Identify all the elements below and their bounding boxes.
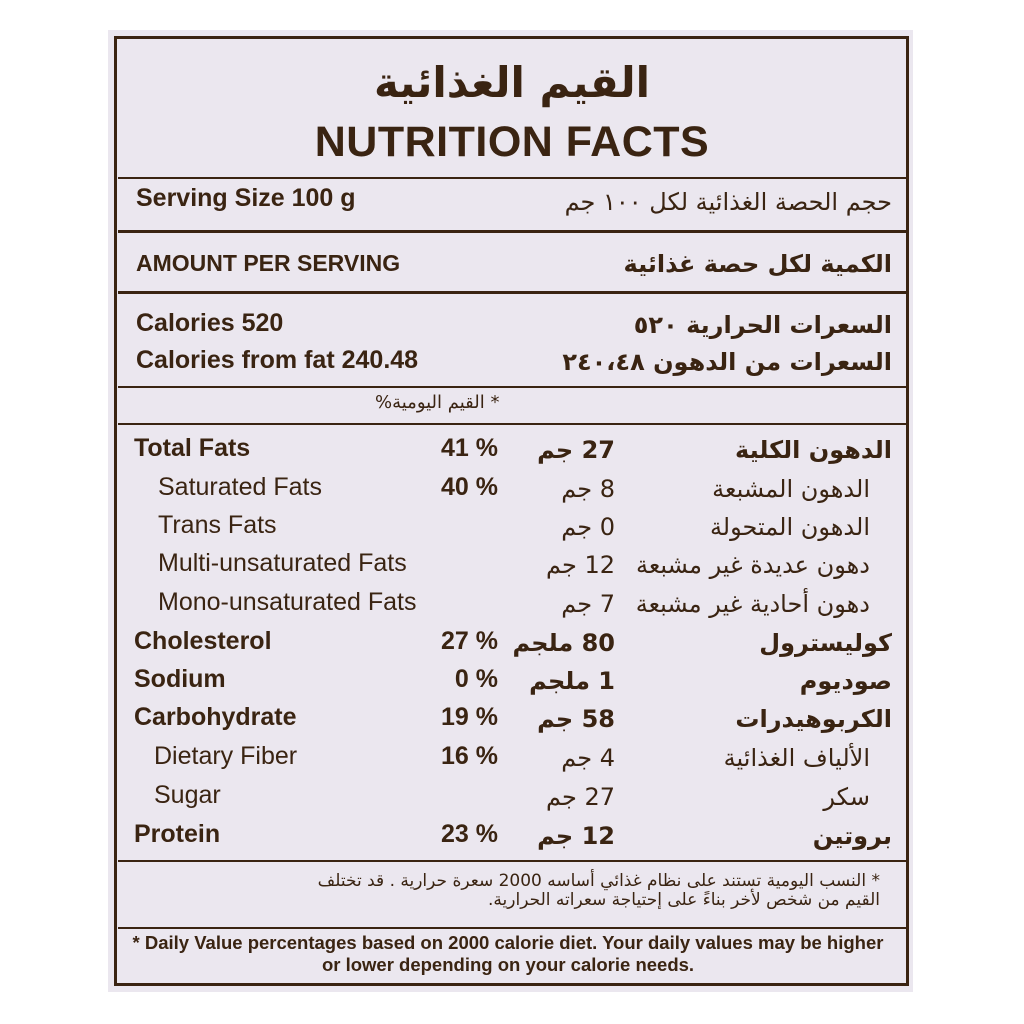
nutrient-amount: 1 ملجم bbox=[529, 667, 615, 695]
calories-from-fat-arabic: السعرات من الدهون ٢٤٠،٤٨ bbox=[562, 348, 892, 376]
divider-calories bbox=[118, 386, 907, 388]
footnote-english: * Daily Value percentages based on 2000 calorie diet. Your daily values may be higher or lower depending on your calorie needs. bbox=[132, 932, 884, 975]
calories-english: Calories 520 bbox=[136, 309, 284, 337]
amount-per-serving-arabic: الكمية لكل حصة غذائية bbox=[623, 250, 892, 278]
nutrient-name-arabic: دهون عديدة غير مشبعة bbox=[635, 551, 870, 579]
nutrient-amount: 12 جم bbox=[546, 551, 615, 579]
nutrient-name-arabic: الكربوهيدرات bbox=[735, 705, 892, 733]
nutrient-amount: 12 جم bbox=[537, 822, 615, 850]
nutrient-name-arabic: الدهون الكلية bbox=[735, 436, 892, 464]
nutrient-name-english: Trans Fats bbox=[158, 511, 277, 539]
daily-value-percent: 0 % bbox=[454, 665, 498, 693]
nutrient-name-arabic: سكر bbox=[823, 783, 870, 811]
nutrient-name-arabic: الدهون المتحولة bbox=[709, 513, 870, 541]
nutrient-name-english: Sugar bbox=[154, 781, 221, 809]
nutrient-name-english: Protein bbox=[134, 820, 221, 848]
nutrient-name-english: Mono-unsaturated Fats bbox=[158, 588, 417, 616]
daily-value-percent: 16 % bbox=[441, 742, 498, 770]
divider-top bbox=[118, 177, 907, 179]
daily-value-header: * القيم اليومية% bbox=[375, 392, 500, 413]
nutrient-name-arabic: بروتين bbox=[812, 822, 892, 850]
nutrient-name-arabic: دهون أحادية غير مشبعة bbox=[635, 590, 870, 618]
nutrient-name-english: Multi-unsaturated Fats bbox=[158, 549, 407, 577]
nutrient-name-arabic: كوليسترول bbox=[759, 629, 892, 657]
nutrient-name-arabic: الدهون المشبعة bbox=[712, 475, 870, 503]
serving-size-english: Serving Size 100 g bbox=[136, 184, 356, 212]
nutrient-amount: 7 جم bbox=[561, 590, 615, 618]
nutrient-amount: 27 جم bbox=[537, 436, 615, 464]
amount-per-serving-english: AMOUNT PER SERVING bbox=[136, 250, 401, 276]
nutrient-name-arabic: الألياف الغذائية bbox=[723, 744, 870, 772]
nutrient-name-english: Dietary Fiber bbox=[154, 742, 298, 770]
nutrient-name-english: Sodium bbox=[134, 665, 226, 693]
footnote-arabic: * النسب اليومية تستند على نظام غذائي أساسه 2000 سعرة حرارية . قد تختلف القيم من شخص لأخر بناءً على إحتياجة سعراته الحرارية. bbox=[317, 871, 880, 910]
nutrient-amount: 0 جم bbox=[561, 513, 615, 541]
nutrient-amount: 27 جم bbox=[546, 783, 615, 811]
nutrient-name-english: Cholesterol bbox=[134, 627, 272, 655]
title-arabic: القيم الغذائية bbox=[373, 58, 650, 107]
nutrient-name-english: Total Fats bbox=[134, 434, 251, 462]
nutrient-amount: 80 ملجم bbox=[512, 629, 615, 657]
nutrient-amount: 8 جم bbox=[561, 475, 615, 503]
daily-value-percent: 19 % bbox=[441, 703, 498, 731]
nutrient-amount: 4 جم bbox=[561, 744, 615, 772]
title-english: NUTRITION FACTS bbox=[314, 118, 710, 166]
calories-from-fat-english: Calories from fat 240.48 bbox=[136, 346, 419, 374]
daily-value-percent: 41 % bbox=[441, 434, 498, 462]
serving-size-arabic: حجم الحصة الغذائية لكل ١٠٠ جم bbox=[564, 188, 892, 216]
nutrient-name-english: Saturated Fats bbox=[158, 473, 322, 501]
divider-serving bbox=[118, 230, 907, 233]
daily-value-percent: 40 % bbox=[441, 473, 498, 501]
calories-arabic: السعرات الحرارية ٥٢٠ bbox=[633, 311, 892, 339]
divider-footnote-en bbox=[118, 927, 907, 929]
divider-footnote bbox=[118, 860, 907, 862]
nutrient-amount: 58 جم bbox=[537, 705, 615, 733]
nutrient-name-arabic: صوديوم bbox=[799, 667, 892, 695]
daily-value-percent: 23 % bbox=[441, 820, 498, 848]
daily-value-percent: 27 % bbox=[441, 627, 498, 655]
nutrient-name-english: Carbohydrate bbox=[134, 703, 297, 731]
divider-daily-value bbox=[118, 423, 907, 425]
divider-amount bbox=[118, 291, 907, 294]
